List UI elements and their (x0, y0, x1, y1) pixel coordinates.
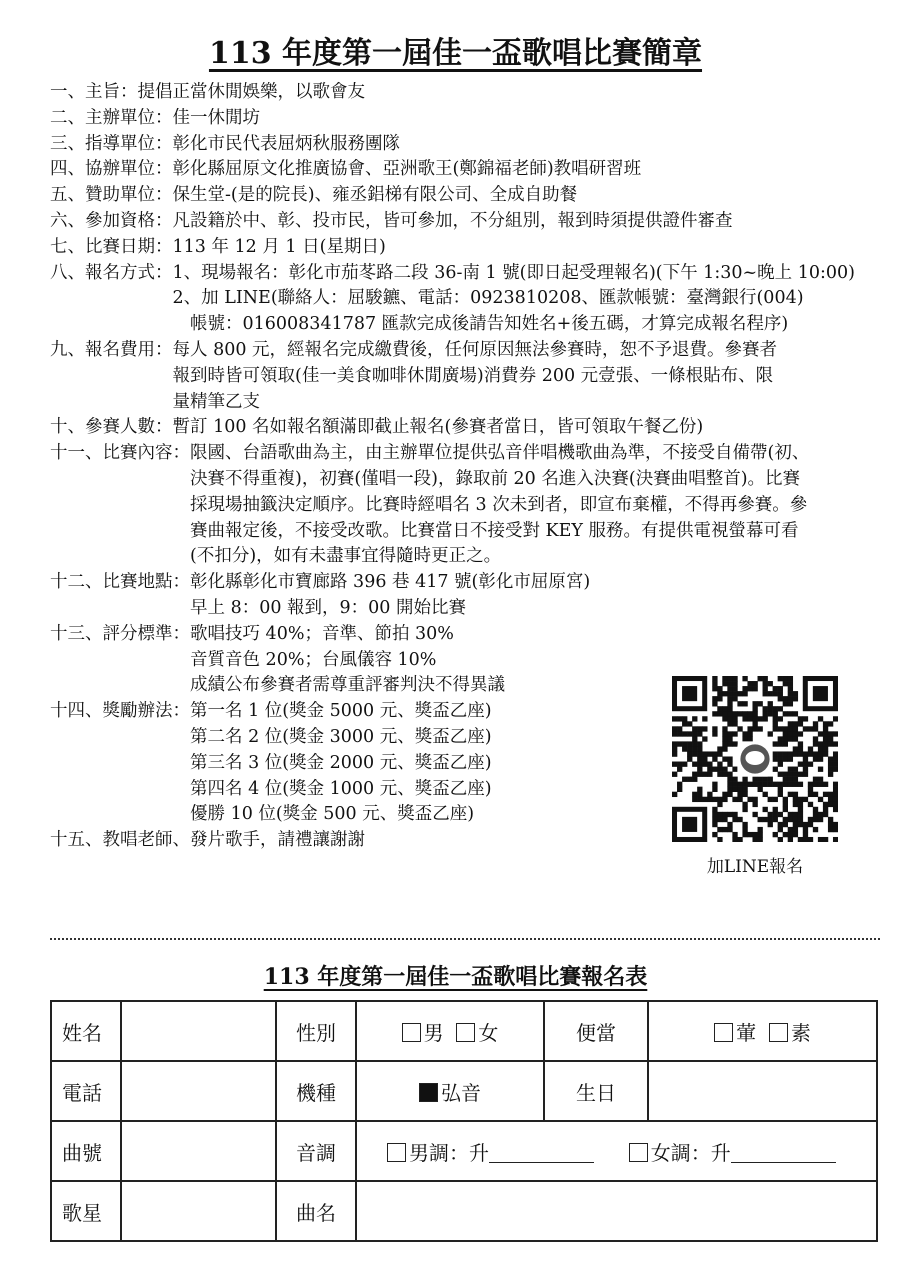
song-name-label: 曲名 (276, 1181, 356, 1241)
meat-checkbox[interactable] (714, 1023, 733, 1042)
key-options (356, 1121, 877, 1181)
rule-label: 十一、比賽內容： (50, 443, 190, 464)
female-checkbox[interactable] (456, 1023, 475, 1042)
document-title: 113 年度第一屆佳一盃歌唱比賽簡章 (208, 36, 703, 71)
rule-body (190, 441, 809, 570)
rule-item (50, 415, 900, 441)
name-field[interactable] (121, 1001, 276, 1061)
rule-item (50, 570, 900, 622)
machine-label: 機種 (276, 1061, 356, 1121)
rule-line: 彰化縣屈原文化推廣協會、亞洲歌王(鄭錦福老師)教唱研習班 (172, 159, 642, 180)
rule-body (173, 261, 855, 338)
rule-item (50, 261, 900, 338)
meat-label: 葷 (736, 1020, 757, 1045)
rule-line: 彰化縣彰化市寶廊路 396 巷 417 號(彰化市屈原宮) (190, 572, 591, 593)
rule-body (173, 209, 733, 235)
rule-line: 量精筆乙支 (172, 391, 260, 412)
rule-label: 九、報名費用： (50, 339, 173, 360)
form-row-1 (51, 1001, 877, 1061)
rule-label: 十二、比賽地點： (50, 572, 190, 593)
gender-label: 性別 (276, 1001, 356, 1061)
rule-label: 六、參加資格： (50, 210, 173, 231)
rule-label: 十四、獎勵辦法： (50, 701, 190, 722)
female-label: 女 (478, 1020, 499, 1045)
rule-item (50, 157, 900, 183)
rule-item (50, 132, 900, 158)
rule-label: 十、參賽人數： (50, 417, 173, 438)
singer-field[interactable] (121, 1181, 276, 1241)
rule-item (50, 338, 900, 415)
form-title: 113 年度第一屆佳一盃歌唱比賽報名表 (263, 964, 648, 990)
rule-body (173, 183, 578, 209)
male-checkbox[interactable] (402, 1023, 421, 1042)
form-row-3 (51, 1121, 877, 1181)
female-key-checkbox[interactable] (629, 1143, 648, 1162)
rule-label: 十三、評分標準： (50, 623, 190, 644)
rule-label: 十五、教唱老師、發片歌手，請禮讓謝謝 (50, 830, 365, 851)
rule-body (190, 699, 492, 828)
rule-body (190, 570, 590, 622)
rule-body (173, 132, 401, 158)
male-label: 男 (423, 1020, 444, 1045)
rule-label: 二、主辦單位： (50, 107, 173, 128)
female-key-blank[interactable] (731, 1144, 836, 1163)
rule-line: (不扣分)，如有未盡事宜得隨時更正之。 (190, 546, 502, 567)
lunch-label: 便當 (544, 1001, 648, 1061)
rule-line: 每人 800 元，經報名完成繳費後，任何原因無法參賽時，恕不予退費。參賽者 (172, 339, 778, 360)
song-no-label: 曲號 (51, 1121, 121, 1181)
form-row-4 (51, 1181, 877, 1241)
machine-value: 弘音 (441, 1080, 481, 1105)
dotted-separator (50, 938, 880, 940)
rule-line: 賽曲報定後，不接受改歌。比賽當日不接受對 KEY 服務。有提供電視螢幕可看 (190, 520, 799, 541)
birthday-field[interactable] (648, 1061, 877, 1121)
rule-body (173, 235, 386, 261)
rule-item (50, 80, 900, 106)
gender-options (356, 1001, 544, 1061)
rule-item (50, 209, 900, 235)
rule-line: 暫訂 100 名如報名額滿即截止報名(參賽者當日，皆可領取午餐乙份) (172, 417, 704, 438)
rule-line: 音質音色 20%；台風儀容 10% (190, 649, 437, 670)
rule-line: 113 年 12 月 1 日(星期日) (172, 236, 386, 257)
rule-label: 三、指導單位： (50, 133, 173, 154)
rule-line: 1、現場報名：彰化市茄苳路二段 36-南 1 號(即日起受理報名)(下午 1:30~晚上 10:00) (172, 262, 855, 283)
rule-label: 八、報名方式： (50, 262, 173, 283)
lunch-options (648, 1001, 877, 1061)
male-key-checkbox[interactable] (387, 1143, 406, 1162)
rule-body (173, 415, 704, 441)
rule-item (50, 106, 900, 132)
rule-label: 一、主旨： (50, 82, 138, 102)
rule-line: 第二名 2 位(獎金 3000 元、獎盃乙座) (190, 726, 492, 747)
registration-form-table (50, 1000, 878, 1242)
rule-line: 歌唱技巧 40%；音準、節拍 30% (190, 623, 454, 644)
male-key-blank[interactable] (489, 1144, 594, 1163)
rule-label: 四、協辦單位： (50, 159, 173, 180)
rule-line: 提倡正當休閒娛樂，以歌會友 (137, 82, 365, 102)
song-no-field[interactable] (121, 1121, 276, 1181)
song-name-field[interactable] (356, 1181, 877, 1241)
rule-line: 採現場抽籤決定順序。比賽時經唱名 3 次未到者，即宣布棄權，不得再參賽。參 (190, 494, 808, 515)
rule-item (50, 235, 900, 261)
line-qr-code (672, 676, 838, 842)
rule-label: 七、比賽日期： (50, 236, 173, 257)
rule-line: 第一名 1 位(獎金 5000 元、獎盃乙座) (190, 701, 492, 722)
rule-line: 優勝 10 位(獎金 500 元、獎盃乙座) (190, 804, 475, 825)
rule-body (173, 106, 261, 132)
rule-line: 第四名 4 位(獎金 1000 元、獎盃乙座) (190, 778, 492, 799)
birthday-label: 生日 (544, 1061, 648, 1121)
rule-item (50, 183, 900, 209)
rule-line: 報到時皆可領取(佳一美食咖啡休閒廣場)消費券 200 元壹張、一條根貼布、限 (172, 365, 774, 386)
qr-caption: 加LINE報名 (706, 857, 804, 877)
rule-body (173, 338, 778, 415)
rule-line: 早上 8：00 報到，9：00 開始比賽 (190, 597, 466, 618)
female-key-label: 女調：升 (650, 1140, 731, 1165)
rule-line: 佳一休閒坊 (172, 107, 260, 128)
rule-line: 限國、台語歌曲為主，由主辦單位提供弘音伴唱機歌曲為準，不接受自備帶(初、 (190, 443, 810, 464)
machine-checkbox-checked[interactable] (419, 1083, 438, 1102)
name-label: 姓名 (51, 1001, 121, 1061)
rule-line: 2、加 LINE(聯絡人：屈駿鑣、電話：0923810208、匯款帳號：臺灣銀行(004) (172, 288, 804, 309)
rule-line: 決賽不得重複)，初賽(僅唱一段)，錄取前 20 名進入決賽(決賽曲唱整首)。比賽 (190, 468, 801, 489)
phone-label: 電話 (51, 1061, 121, 1121)
machine-option (356, 1061, 544, 1121)
rule-line: 保生堂-(是的院長)、雍丞鋁梯有限公司、全成自助餐 (172, 185, 578, 206)
rule-line: 第三名 3 位(獎金 2000 元、獎盃乙座) (190, 752, 492, 773)
rule-body (190, 622, 505, 699)
rule-line: 彰化市民代表屈炳秋服務團隊 (172, 133, 400, 154)
rule-line: 成績公布參賽者需尊重評審判決不得異議 (190, 675, 505, 696)
rule-line: 帳號：016008341787 匯款完成後請告知姓名+後五碼，才算完成報名程序) (172, 314, 789, 335)
phone-field[interactable] (121, 1061, 276, 1121)
rule-item (50, 441, 900, 570)
rule-body (173, 157, 642, 183)
veg-checkbox[interactable] (769, 1023, 788, 1042)
form-row-2 (51, 1061, 877, 1121)
line-app-icon (737, 741, 772, 776)
rule-label: 五、贊助單位： (50, 185, 173, 206)
rule-body (138, 80, 366, 106)
male-key-label: 男調：升 (409, 1140, 489, 1165)
veg-label: 素 (790, 1020, 811, 1045)
key-label: 音調 (276, 1121, 356, 1181)
singer-label: 歌星 (51, 1181, 121, 1241)
rule-line: 凡設籍於中、彰、投市民，皆可參加，不分組別，報到時須提供證件審查 (172, 210, 733, 231)
